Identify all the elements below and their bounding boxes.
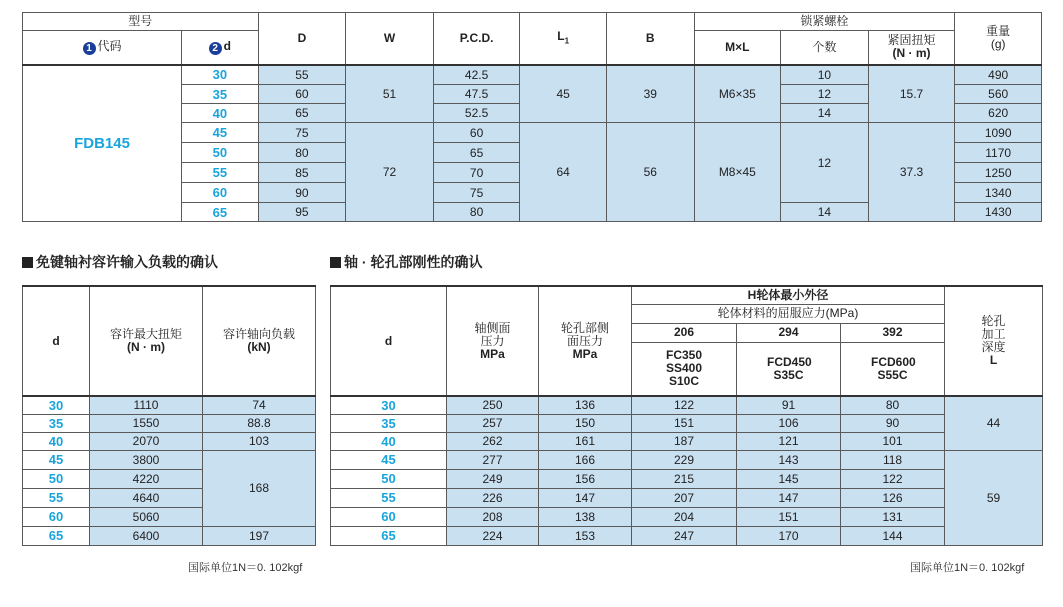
hub-pressure-value: 153 bbox=[539, 526, 632, 545]
d-value: 30 bbox=[23, 396, 90, 414]
L1-value: 64 bbox=[520, 123, 607, 222]
torque-value: 4640 bbox=[90, 488, 203, 507]
square-bullet-icon bbox=[22, 257, 33, 268]
weight-value: 490 bbox=[955, 65, 1042, 85]
count-header: 个数 bbox=[781, 31, 869, 65]
material-392-header: FCD600 S55C bbox=[841, 342, 945, 396]
d-value: 65 bbox=[182, 203, 259, 222]
h392-value: 80 bbox=[841, 396, 945, 414]
d-value: 35 bbox=[182, 85, 259, 104]
h-min-diameter-header: H轮体最小外径 bbox=[632, 286, 945, 304]
load-value: 103 bbox=[203, 432, 316, 450]
d-value: 65 bbox=[23, 526, 90, 545]
pcd-value: 70 bbox=[433, 163, 520, 183]
torque-header: 紧固扭矩 (N · m) bbox=[868, 31, 955, 65]
number-2-icon: 2 bbox=[209, 42, 222, 55]
hub-pressure-value: 166 bbox=[539, 450, 632, 469]
code-header: 1 代码 bbox=[23, 31, 182, 65]
depth-value: 44 bbox=[945, 396, 1043, 450]
h294-value: 170 bbox=[737, 526, 841, 545]
h206-value: 122 bbox=[632, 396, 737, 414]
weight-value: 1430 bbox=[955, 203, 1042, 222]
d-value: 30 bbox=[331, 396, 447, 414]
h392-value: 118 bbox=[841, 450, 945, 469]
weight-value: 560 bbox=[955, 85, 1042, 104]
h206-value: 204 bbox=[632, 507, 737, 526]
col-L1-header: $L_1$ bbox=[520, 13, 607, 65]
shaft-pressure-value: 226 bbox=[447, 488, 539, 507]
d-value: 65 bbox=[331, 526, 447, 545]
material-206-header: FC350 SS400 S10C bbox=[632, 342, 737, 396]
count-value: 12 bbox=[781, 123, 869, 203]
number-1-icon: 1 bbox=[83, 42, 96, 55]
h206-value: 247 bbox=[632, 526, 737, 545]
product-code: FDB145 bbox=[23, 65, 182, 222]
load-value: 74 bbox=[203, 396, 316, 414]
D-value: 95 bbox=[258, 203, 346, 222]
d-value: 40 bbox=[23, 432, 90, 450]
mxl-value: M8×45 bbox=[694, 123, 781, 222]
load-check-title: 免键轴衬容许输入负载的确认 bbox=[22, 252, 218, 272]
shaft-pressure-header: 轴侧面压力 MPa bbox=[447, 286, 539, 396]
shaft-pressure-value: 250 bbox=[447, 396, 539, 414]
h294-value: 121 bbox=[737, 432, 841, 450]
pcd-value: 42.5 bbox=[433, 65, 520, 85]
col-pcd-header: P.C.D. bbox=[433, 13, 520, 65]
hub-pressure-value: 147 bbox=[539, 488, 632, 507]
pcd-value: 65 bbox=[433, 143, 520, 163]
h206-value: 215 bbox=[632, 469, 737, 488]
d-value: 50 bbox=[182, 143, 259, 163]
d-value: 60 bbox=[182, 183, 259, 203]
D-value: 85 bbox=[258, 163, 346, 183]
weight-value: 1250 bbox=[955, 163, 1042, 183]
torque-value: 1550 bbox=[90, 414, 203, 432]
hub-pressure-value: 150 bbox=[539, 414, 632, 432]
hub-pressure-value: 136 bbox=[539, 396, 632, 414]
count-value: 10 bbox=[781, 65, 869, 85]
torque-value: 15.7 bbox=[868, 65, 955, 123]
torque-value: 2070 bbox=[90, 432, 203, 450]
weight-value: 1340 bbox=[955, 183, 1042, 203]
pcd-value: 52.5 bbox=[433, 104, 520, 123]
count-value: 12 bbox=[781, 85, 869, 104]
L1-value: 45 bbox=[520, 65, 607, 123]
hub-pressure-value: 161 bbox=[539, 432, 632, 450]
rigidity-check-table bbox=[330, 285, 1043, 546]
shaft-pressure-value: 277 bbox=[447, 450, 539, 469]
d-value: 45 bbox=[23, 450, 90, 469]
h206-value: 187 bbox=[632, 432, 737, 450]
d-value: 40 bbox=[182, 104, 259, 123]
h294-value: 143 bbox=[737, 450, 841, 469]
hub-pressure-value: 138 bbox=[539, 507, 632, 526]
shaft-pressure-value: 257 bbox=[447, 414, 539, 432]
D-value: 75 bbox=[258, 123, 346, 143]
count-value: 14 bbox=[781, 104, 869, 123]
rigidity-check-title: 轴 · 轮孔部刚性的确认 bbox=[330, 252, 482, 272]
spec-table bbox=[22, 12, 1042, 222]
load-value: 168 bbox=[203, 450, 316, 526]
d-value: 50 bbox=[331, 469, 447, 488]
weight-value: 620 bbox=[955, 104, 1042, 123]
torque-value: 37.3 bbox=[868, 123, 955, 222]
d-value: 45 bbox=[182, 123, 259, 143]
load-check-table bbox=[22, 285, 316, 546]
pcd-value: 60 bbox=[433, 123, 520, 143]
D-value: 55 bbox=[258, 65, 346, 85]
shaft-pressure-value: 249 bbox=[447, 469, 539, 488]
B-value: 39 bbox=[606, 65, 694, 123]
d-header: d bbox=[23, 286, 90, 396]
d-value: 35 bbox=[23, 414, 90, 432]
h392-value: 131 bbox=[841, 507, 945, 526]
col-B-header: B bbox=[606, 13, 694, 65]
weight-value: 1170 bbox=[955, 143, 1042, 163]
axial-load-header: 容许轴向负载 (kN) bbox=[203, 286, 316, 396]
lock-bolt-header: 锁紧螺栓 bbox=[694, 13, 955, 31]
count-value: 14 bbox=[781, 203, 869, 222]
load-value: 197 bbox=[203, 526, 316, 545]
hub-pressure-value: 156 bbox=[539, 469, 632, 488]
col-D-header: D bbox=[258, 13, 346, 65]
d-value: 35 bbox=[331, 414, 447, 432]
D-value: 90 bbox=[258, 183, 346, 203]
stress-392-header: 392 bbox=[841, 323, 945, 342]
D-value: 65 bbox=[258, 104, 346, 123]
torque-value: 3800 bbox=[90, 450, 203, 469]
load-value: 88.8 bbox=[203, 414, 316, 432]
square-bullet-icon bbox=[330, 257, 341, 268]
h392-value: 101 bbox=[841, 432, 945, 450]
d-value: 55 bbox=[182, 163, 259, 183]
d-header: 2 d bbox=[182, 31, 259, 65]
stress-206-header: 206 bbox=[632, 323, 737, 342]
d-value: 40 bbox=[331, 432, 447, 450]
B-value: 56 bbox=[606, 123, 694, 222]
shaft-pressure-value: 262 bbox=[447, 432, 539, 450]
shaft-pressure-value: 208 bbox=[447, 507, 539, 526]
weight-header: 重量 (g) bbox=[955, 13, 1042, 65]
h294-value: 145 bbox=[737, 469, 841, 488]
pcd-value: 47.5 bbox=[433, 85, 520, 104]
pcd-value: 80 bbox=[433, 203, 520, 222]
model-header: 型号 bbox=[23, 13, 259, 31]
torque-value: 1110 bbox=[90, 396, 203, 414]
d-value: 60 bbox=[331, 507, 447, 526]
d-value: 30 bbox=[182, 65, 259, 85]
col-W-header: W bbox=[346, 13, 434, 65]
h206-value: 229 bbox=[632, 450, 737, 469]
d-value: 50 bbox=[23, 469, 90, 488]
shaft-pressure-value: 224 bbox=[447, 526, 539, 545]
d-value: 55 bbox=[331, 488, 447, 507]
h206-value: 207 bbox=[632, 488, 737, 507]
max-torque-header: 容许最大扭矩 (N · m) bbox=[90, 286, 203, 396]
hole-depth-header: 轮孔加工深度 L bbox=[945, 286, 1043, 396]
W-value: 72 bbox=[346, 123, 434, 222]
d-header: d bbox=[331, 286, 447, 396]
h392-value: 126 bbox=[841, 488, 945, 507]
h294-value: 106 bbox=[737, 414, 841, 432]
yield-stress-header: 轮体材料的屈服应力(MPa) bbox=[632, 304, 945, 323]
d-value: 45 bbox=[331, 450, 447, 469]
torque-value: 6400 bbox=[90, 526, 203, 545]
W-value: 51 bbox=[346, 65, 434, 123]
stress-294-header: 294 bbox=[737, 323, 841, 342]
h206-value: 151 bbox=[632, 414, 737, 432]
mxl-value: M6×35 bbox=[694, 65, 781, 123]
depth-value: 59 bbox=[945, 450, 1043, 545]
h294-value: 91 bbox=[737, 396, 841, 414]
material-294-header: FCD450 S35C bbox=[737, 342, 841, 396]
h392-value: 122 bbox=[841, 469, 945, 488]
hub-pressure-header: 轮孔部侧面压力 MPa bbox=[539, 286, 632, 396]
unit-note: 国际单位1N＝0. 102kgf bbox=[910, 562, 1025, 574]
torque-value: 4220 bbox=[90, 469, 203, 488]
D-value: 60 bbox=[258, 85, 346, 104]
pcd-value: 75 bbox=[433, 183, 520, 203]
weight-value: 1090 bbox=[955, 123, 1042, 143]
d-value: 60 bbox=[23, 507, 90, 526]
mxl-header: M×L bbox=[694, 31, 781, 65]
h294-value: 151 bbox=[737, 507, 841, 526]
D-value: 80 bbox=[258, 143, 346, 163]
h392-value: 90 bbox=[841, 414, 945, 432]
torque-value: 5060 bbox=[90, 507, 203, 526]
unit-note: 国际单位1N＝0. 102kgf bbox=[188, 562, 303, 574]
d-value: 55 bbox=[23, 488, 90, 507]
h294-value: 147 bbox=[737, 488, 841, 507]
h392-value: 144 bbox=[841, 526, 945, 545]
